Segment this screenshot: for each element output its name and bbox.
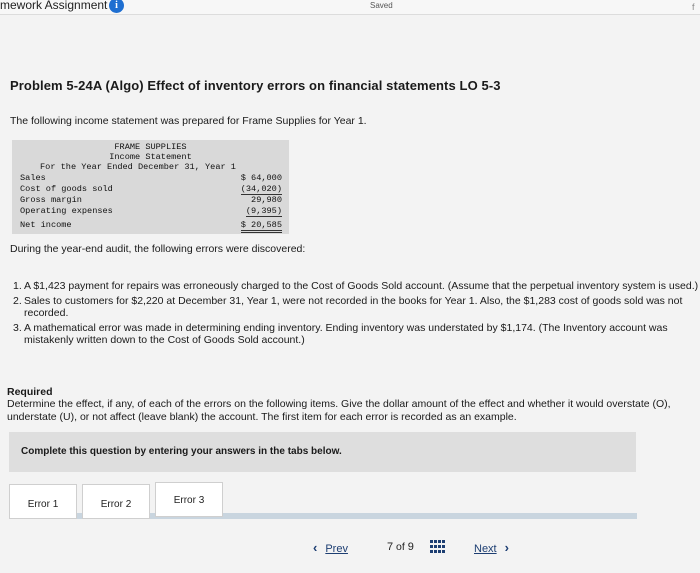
list-item <box>10 280 700 293</box>
info-icon[interactable]: i <box>109 0 124 13</box>
income-statement <box>12 140 289 234</box>
instructions-text: Complete this question by entering your answers in the tabs below. <box>21 446 342 457</box>
statement-row <box>20 173 282 184</box>
tab-error-2[interactable] <box>82 484 150 519</box>
grid-icon[interactable] <box>430 540 446 554</box>
prev-label: Prev <box>325 543 348 555</box>
row-label: Net income <box>20 220 72 230</box>
row-value: 29,980 <box>251 195 282 205</box>
tab-label: Error 2 <box>100 499 132 510</box>
statement-company: FRAME SUPPLIES <box>114 142 187 152</box>
next-button[interactable] <box>474 540 509 555</box>
row-value: (9,395) <box>245 206 282 216</box>
page-current: 7 <box>387 541 394 553</box>
tab-label: Error 1 <box>27 499 59 510</box>
item-number: 3. <box>13 321 22 334</box>
assignment-title: mework Assignment <box>0 0 108 12</box>
page-of: of <box>396 541 405 553</box>
assignment-header <box>0 0 700 15</box>
row-label: Sales <box>20 173 46 183</box>
edge-text: f <box>692 2 695 12</box>
item-text: A mathematical error was made in determining ending inventory. Ending inventory was understated by $1,174. (The Inventory account was mistakenly written down to the Cost of Goods Sold account.) <box>24 321 668 346</box>
row-value: (34,020) <box>240 184 282 194</box>
next-label: Next <box>474 543 497 555</box>
statement-row <box>20 195 282 206</box>
errors-list <box>10 280 700 349</box>
statement-period: For the Year Ended December 31, Year 1 <box>40 162 236 172</box>
page-total: 9 <box>407 541 414 553</box>
chevron-left-icon: ‹ <box>313 540 318 555</box>
problem-intro: The following income statement was prepared for Frame Supplies for Year 1. <box>10 115 367 127</box>
row-label: Cost of goods sold <box>20 184 113 194</box>
problem-title: Problem 5-24A (Algo) Effect of inventory errors on financial statements LO 5-3 <box>10 78 501 93</box>
row-value: $ 20,585 <box>241 220 282 233</box>
prev-button[interactable] <box>313 540 348 555</box>
tab-error-3[interactable] <box>155 482 223 517</box>
tab-error-1[interactable] <box>9 484 77 519</box>
page-indicator <box>387 541 414 553</box>
errors-intro: During the year-end audit, the following errors were discovered: <box>10 243 306 255</box>
item-text: Sales to customers for $2,220 at December 31, Year 1, were not recorded in the books for Year 1. Also, the $1,283 cost of goods sold was not recorded. <box>24 294 683 319</box>
row-label: Operating expenses <box>20 206 113 216</box>
item-text: A $1,423 payment for repairs was erroneously charged to the Cost of Goods Sold account. (Assume that the perpetual inventory system is used.) <box>24 280 699 292</box>
required-text: Determine the effect, if any, of each of the errors on the following items. Give the dollar amount of the effect and whether it would overstate (O), understate (U), or not affect (leave blank) the account. The first item for each error is recorded as an example. <box>7 398 671 423</box>
item-number: 1. <box>13 280 22 292</box>
list-item <box>10 322 700 347</box>
statement-row <box>20 220 282 231</box>
chevron-right-icon: › <box>504 540 509 555</box>
required-heading: Required <box>7 386 53 398</box>
statement-row <box>20 184 282 195</box>
statement-row <box>20 206 282 217</box>
row-value: $ 64,000 <box>240 173 282 183</box>
row-label: Gross margin <box>20 195 82 205</box>
list-item <box>10 295 700 320</box>
saved-status: Saved <box>370 1 393 10</box>
statement-name: Income Statement <box>109 152 192 162</box>
instructions-panel <box>9 432 636 472</box>
item-number: 2. <box>13 294 22 307</box>
tab-label: Error 3 <box>173 495 205 506</box>
